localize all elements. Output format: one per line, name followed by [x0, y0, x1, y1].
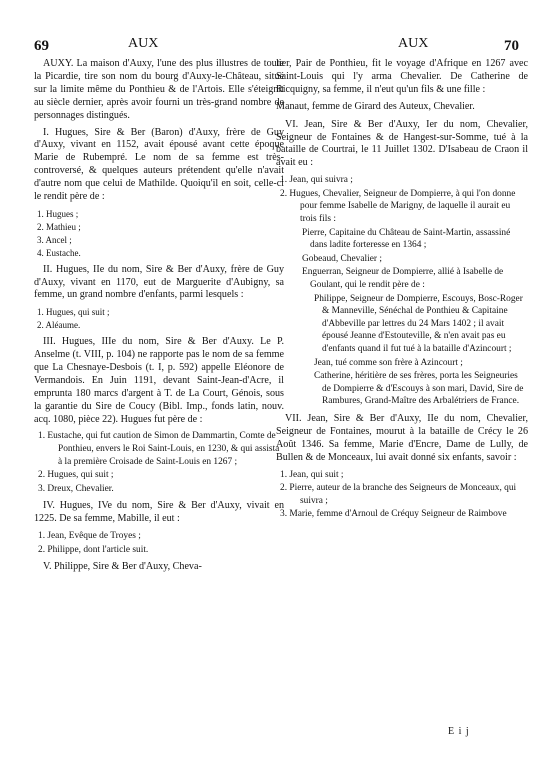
right-column [276, 58, 528, 522]
list-item: 3. Marie, femme d'Arnoul de Créquy Seigneur de Raimbove [280, 509, 507, 520]
paragraph-hugues-ii: II. Hugues, IIe du nom, Sire & Ber d'Auxy, frère de Guy d'Auxy, vivant en 1170, eut de Marguerite d'Aubigny, sa femme, un grand nombre d'enfants, parmi lesquels : [34, 263, 284, 301]
list-item: 1. Hugues ; [37, 208, 79, 219]
paragraph-philippe-v: V. Philippe, Sire & Ber d'Auxy, Cheva- [43, 561, 202, 573]
list-item: 2. Hugues, Chevalier, Seigneur de Dompierre, à qui l'on donne pour femme Isabelle de Marigny, de laquelle il aurait eu trois fils : [280, 188, 516, 225]
list-item: 1. Jean, qui suit ; [280, 469, 344, 480]
running-head-right: AUX [398, 36, 429, 51]
list-item: 4. Eustache. [37, 247, 81, 258]
list-item: 3. Ancel ; [37, 234, 72, 245]
list-item: Pierre, Capitaine du Château de Saint-Martin, assassiné dans ladite forteresse en 1364 ; [302, 227, 511, 251]
list-item: 3. Dreux, Chevalier. [38, 483, 114, 494]
paragraph-hugues-i: I. Hugues, Sire & Ber (Baron) d'Auxy, frère de Guy d'Auxy, vivant en 1152, avait épousé avant cette époque Marie de Rubempré. Le nom de sa femme est très-controversé, & quelques auteurs prétendent qu'elle n'avait d'autre nom que celui de Mathilde. Quoiqu'il en soit, celle-ci le rendit père de : [34, 126, 284, 203]
list-item: Philippe, Seigneur de Dompierre, Escouys, Bosc-Roger & Manneville, Sénéchal de Ponthieu & Capitaine d'Abbeville par lettres du 24 Mars 1402 ; il avait épousé Jeanne d'Estouteville, & n'en avait pas eu d'enfants quand il fut tué à la bataille d'Azincourt ; [314, 293, 523, 354]
list-item: 2. Mathieu ; [37, 221, 81, 232]
list-item: 1. Hugues, qui suit ; [37, 307, 110, 318]
paragraph-jean-vi: VI. Jean, Sire & Ber d'Auxy, Ier du nom, Chevalier, Seigneur de Fontaines & de Hangest-sur-Somme, tué à la bataille de Courtrai, le 11 Juillet 1302. D'Isabeau de Craon il avait eu : [276, 118, 528, 169]
paragraph-hugues-iii: III. Hugues, IIIe du nom, Sire & Ber d'Auxy. Le P. Anselme (t. VIII, p. 104) ne rapporte pas le nom de sa femme que La Chesnaye-Desbois (t. I, p. 592) appelle Eléonore de Vermandois. En Juin 1191, devant Saint-Jean-d'Acre, il emprunta 180 marcs d'argent à T. de La Court, Génois, sous la garantie du Sire de Coucy (Bibl. Imp., fonds latin, nouv. acq. 1080, pièce 22). Hugues fut père de : [34, 336, 284, 425]
running-head-left: AUX [128, 36, 159, 51]
paragraph-philippe-v-continued: lier, Pair de Ponthieu, fit le voyage d'Afrique en 1267 avec Saint-Louis qui l'y arma Chevalier. De Catherine de Ricquigny, sa femme, il n'eut qu'un fils & une fille : [276, 58, 528, 95]
page-number-left: 69 [34, 38, 49, 54]
list-item: 1. Jean, qui suivra ; [280, 175, 353, 186]
left-column [34, 58, 284, 578]
list-item: Manaut, femme de Girard des Auteux, Chevalier. [276, 100, 475, 112]
list-item: 2. Philippe, dont l'article suit. [38, 544, 149, 555]
paragraph-hugues-iv: IV. Hugues, IVe du nom, Sire & Ber d'Auxy, vivait en 1225. De sa femme, Mabille, il eut : [34, 500, 284, 525]
paragraph-jean-vii: VII. Jean, Sire & Ber d'Auxy, IIe du nom, Chevalier, Seigneur de Fontaines, mourut à la bataille de Crécy le 26 Août 1346. Sa femme, Marie d'Encre, Dame de Lully, de Bullen & de Monceaux, lui avait donné six enfants, savoir : [276, 412, 528, 463]
list-item: 2. Aléaume. [37, 320, 81, 331]
list-item: Gobeaud, Chevalier ; [302, 253, 382, 264]
list-item: Catherine, héritière de ses frères, porta les Seigneuries de Dompierre & d'Escouys à son mari, David, Sire de Rambures, Grand-Maître des Arbalétriers de France. [314, 371, 524, 407]
signature-mark: E i j [448, 726, 470, 737]
list-item: 1. Jean, Evêque de Troyes ; [38, 531, 141, 542]
list-item: Enguerran, Seigneur de Dompierre, allié à Isabelle de Goulant, qui le rendit père de : [302, 267, 504, 290]
list-item: 2. Pierre, auteur de la branche des Seigneurs de Monceaux, qui suivra ; [280, 483, 517, 506]
list-item: 1. Eustache, qui fut caution de Simon de Dammartin, Comte de Ponthieu, envers le Roi Saint-Louis, en 1230, & qui assista à la première Croisade de Saint-Louis en 1267 ; [38, 431, 280, 467]
list-item: 2. Hugues, qui suit ; [38, 470, 114, 481]
page-number-right: 70 [504, 38, 519, 54]
paragraph-auxy-intro: AUXY. La maison d'Auxy, l'une des plus illustres de toute la Picardie, tire son nom du bourg d'Auxy-le-Château, situé sur la limite même du Ponthieu & de l'Artois. Elle s'éteignit au siècle dernier, après avoir fourni un très-grand nombre de personnages distingués. [34, 58, 284, 121]
list-item: Jean, tué comme son frère à Azincourt ; [314, 357, 463, 368]
